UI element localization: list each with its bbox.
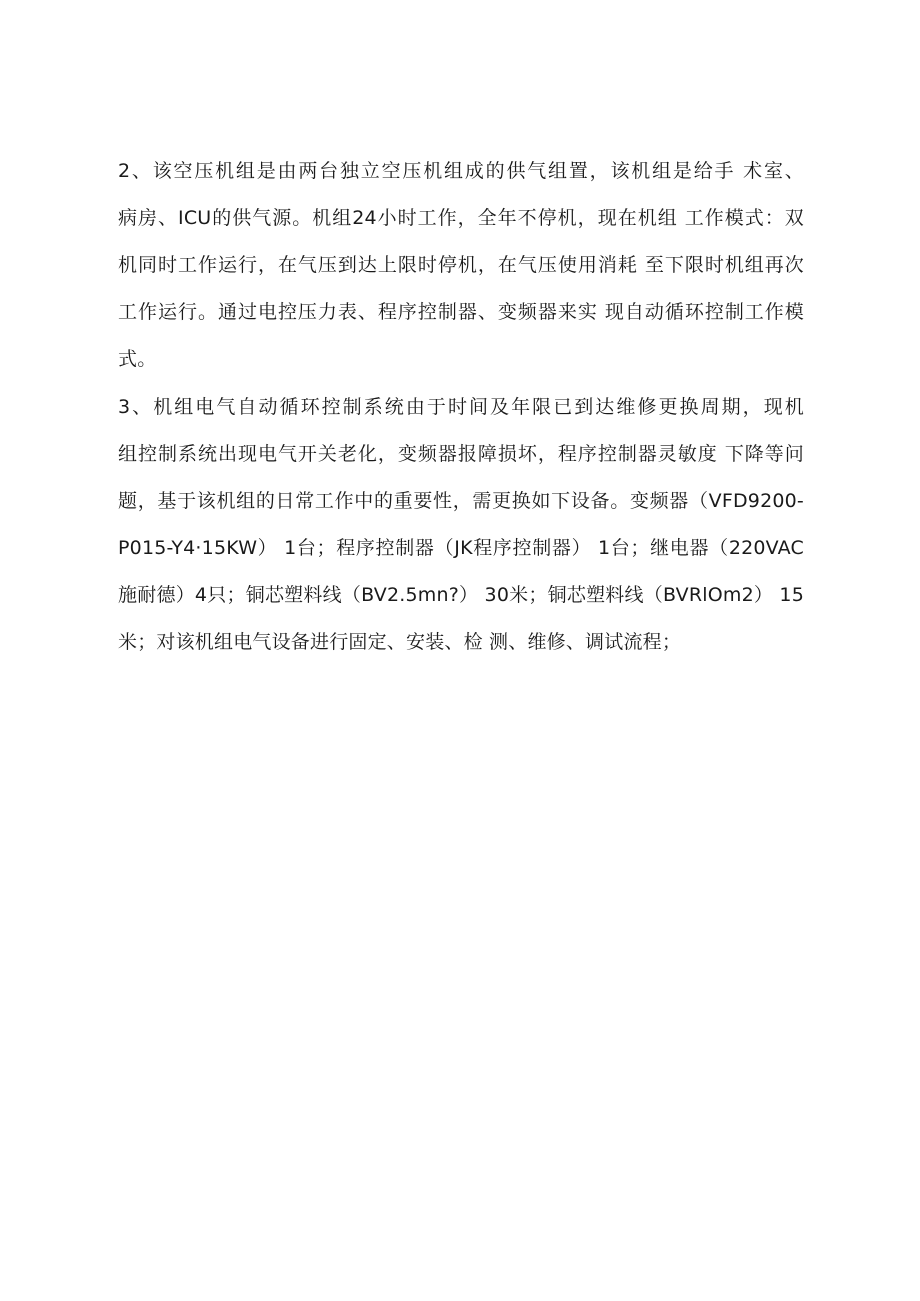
paragraph-line: 2、该空压机组是由两台独立空压机组成的供气组置，该机组是给手 术室、: [118, 160, 804, 182]
paragraph-line: P015-Y4·15KW） 1台；程序控制器（JK程序控制器） 1台；继电器（220VAC: [118, 537, 804, 559]
paragraph-line: 3、机组电气自动循环控制系统由于时间及年限已到达维修更换周期，现机: [118, 396, 804, 418]
paragraph-line: 组控制系统出现电气开关老化，变频器报障损坏，程序控制器灵敏度 下降等问: [118, 443, 804, 465]
paragraph-line: 式。: [118, 348, 157, 370]
paragraph-line: 机同时工作运行，在气压到达上限时停机，在气压使用消耗 至下限时机组再次: [118, 254, 804, 276]
paragraph-item-3: [118, 384, 804, 666]
paragraph-line: 题，基于该机组的日常工作中的重要性，需更换如下设备。变频器（VFD9200-: [118, 490, 804, 512]
paragraph-item-2: [118, 148, 804, 383]
paragraph-line: 工作运行。通过电控压力表、程序控制器、变频器来实 现自动循环控制工作模: [118, 301, 804, 323]
paragraph-line: 病房、ICU的供气源。机组24小时工作，全年不停机，现在机组 工作模式：双: [118, 207, 804, 229]
paragraph-line: 米；对该机组电气设备进行固定、安装、检 测、维修、调试流程；: [118, 631, 682, 653]
paragraph-line: 施耐德）4只；铜芯塑料线（BV2.5mn?） 30米；铜芯塑料线（BVRlOm2） 15: [118, 584, 804, 606]
